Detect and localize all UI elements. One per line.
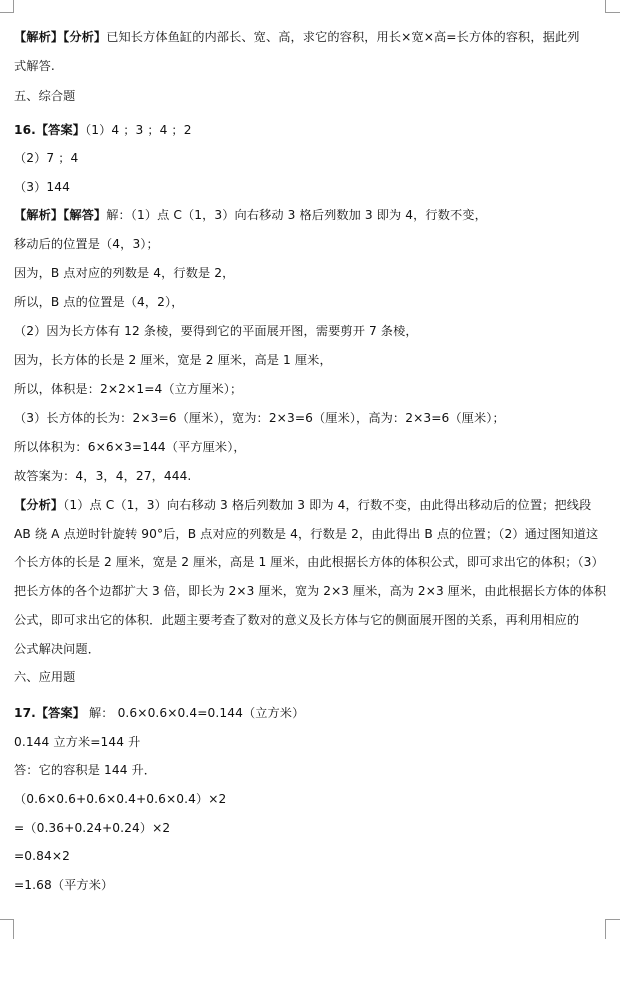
line-text: 公式解决问题． [14, 642, 101, 656]
line-text: （1）点 C（1，3）向右移动 3 格后列数加 3 即为 4，行数不变，由此得出移动后的位置；把线段 [63, 498, 592, 512]
line-text: 把长方体的各个边都扩大 3 倍，即长为 2×3 厘米，宽为 2×3 厘米，高为 2×3 厘米，由此根据长方体的体积 [14, 584, 607, 598]
text-line [14, 848, 70, 864]
text-line [14, 410, 505, 426]
text-line [14, 820, 170, 836]
text-line [14, 207, 487, 223]
line-text: 公式，即可求出它的体积．此题主要考查了数对的意义及长方体与它的侧面展开图的关系，再利用相应的 [14, 613, 580, 627]
crop-mark-bottom-left-h [0, 919, 14, 920]
line-text: 所以，B 点的位置是（4，2）， [14, 295, 184, 309]
line-text: 解：（1）点 C（1，3）向右移动 3 格后列数加 3 即为 4，行数不变， [106, 208, 487, 222]
line-text: 因为，B 点对应的列数是 4，行数是 2， [14, 266, 235, 280]
text-line [14, 497, 591, 513]
line-text: =（0.36+0.24+0.24）×2 [14, 821, 171, 835]
text-line [14, 641, 100, 657]
line-text: 五、综合题 [14, 89, 76, 103]
text-line [14, 294, 184, 310]
line-text: AB 绕 A 点逆时针旋转 90°后，B 点对应的列数是 4，行数是 2，由此得出 B 点的位置；（2）通过图知道这 [14, 527, 599, 541]
text-line [14, 554, 604, 570]
crop-mark-top-left-v [13, 0, 14, 12]
text-line [14, 439, 246, 455]
text-line [14, 583, 606, 599]
line-text: （3）长方体的长为：2×3=6（厘米），宽为：2×3=6（厘米），高为：2×3=6（厘米）； [14, 411, 505, 425]
line-text: 答：它的容积是 144 升． [14, 763, 157, 777]
line-text: =0.84×2 [14, 849, 71, 863]
text-line [14, 265, 234, 281]
text-line [14, 526, 598, 542]
text-line [14, 705, 304, 721]
bold-label: 17.【答案】 [14, 706, 86, 720]
line-text: （0.6×0.6+0.6×0.4+0.6×0.4）×2 [14, 792, 227, 806]
line-text: 六、应用题 [14, 670, 76, 684]
text-line [14, 762, 156, 778]
text-line [14, 58, 55, 74]
text-line [14, 236, 159, 252]
crop-mark-top-right-v [605, 0, 606, 12]
crop-mark-bottom-right-h [605, 919, 620, 920]
line-text: （3）144 [14, 180, 70, 194]
text-line [14, 669, 75, 685]
text-line [14, 381, 242, 397]
line-text: 个长方体的长是 2 厘米，宽是 2 厘米，高是 1 厘米，由此根据长方体的体积公式，即可求出它的体积；（3） [14, 555, 604, 569]
bold-label: 16.【答案】 [14, 123, 86, 137]
line-text: 0.144 立方米=144 升 [14, 735, 141, 749]
line-text: 已知长方体鱼缸的内部长、宽、高，求它的容积，用长×宽×高=长方体的容积，据此列 [106, 30, 580, 44]
text-line [14, 323, 418, 339]
line-text: （2）因为长方体有 12 条棱，要得到它的平面展开图，需要剪开 7 条棱， [14, 324, 418, 338]
line-text: 解： 0.6×0.6×0.4=0.144（立方米） [85, 706, 305, 720]
line-text: 因为，长方体的长是 2 厘米，宽是 2 厘米，高是 1 厘米， [14, 353, 332, 367]
line-text: 所以体积为：6×6×3=144（平方厘米）， [14, 440, 246, 454]
text-line [14, 791, 226, 807]
bold-label: 【分析】 [14, 498, 64, 512]
line-text: 所以，体积是：2×2×1=4（立方厘米）； [14, 382, 243, 396]
text-line [14, 877, 113, 893]
text-line [14, 150, 78, 166]
line-text: 移动后的位置是（4，3）； [14, 237, 159, 251]
text-line [14, 29, 580, 45]
text-line [14, 612, 579, 628]
line-text: =1.68（平方米） [14, 878, 114, 892]
crop-mark-bottom-right-v [605, 919, 606, 939]
text-line [14, 88, 75, 104]
line-text: （1）4 ；3 ；4 ；2 [85, 123, 192, 137]
text-line [14, 468, 191, 484]
text-line [14, 734, 140, 750]
crop-mark-top-right-h [605, 12, 620, 13]
crop-mark-top-left-h [0, 12, 14, 13]
bold-label: 【解析】【分析】 [14, 30, 107, 44]
bold-label: 【解析】【解答】 [14, 208, 107, 222]
text-line [14, 179, 70, 195]
text-line [14, 122, 192, 138]
line-text: （2）7 ；4 [14, 151, 79, 165]
text-line [14, 352, 332, 368]
line-text: 式解答. [14, 59, 55, 73]
crop-mark-bottom-left-v [13, 919, 14, 939]
line-text: 故答案为：4，3，4，27，444. [14, 469, 192, 483]
